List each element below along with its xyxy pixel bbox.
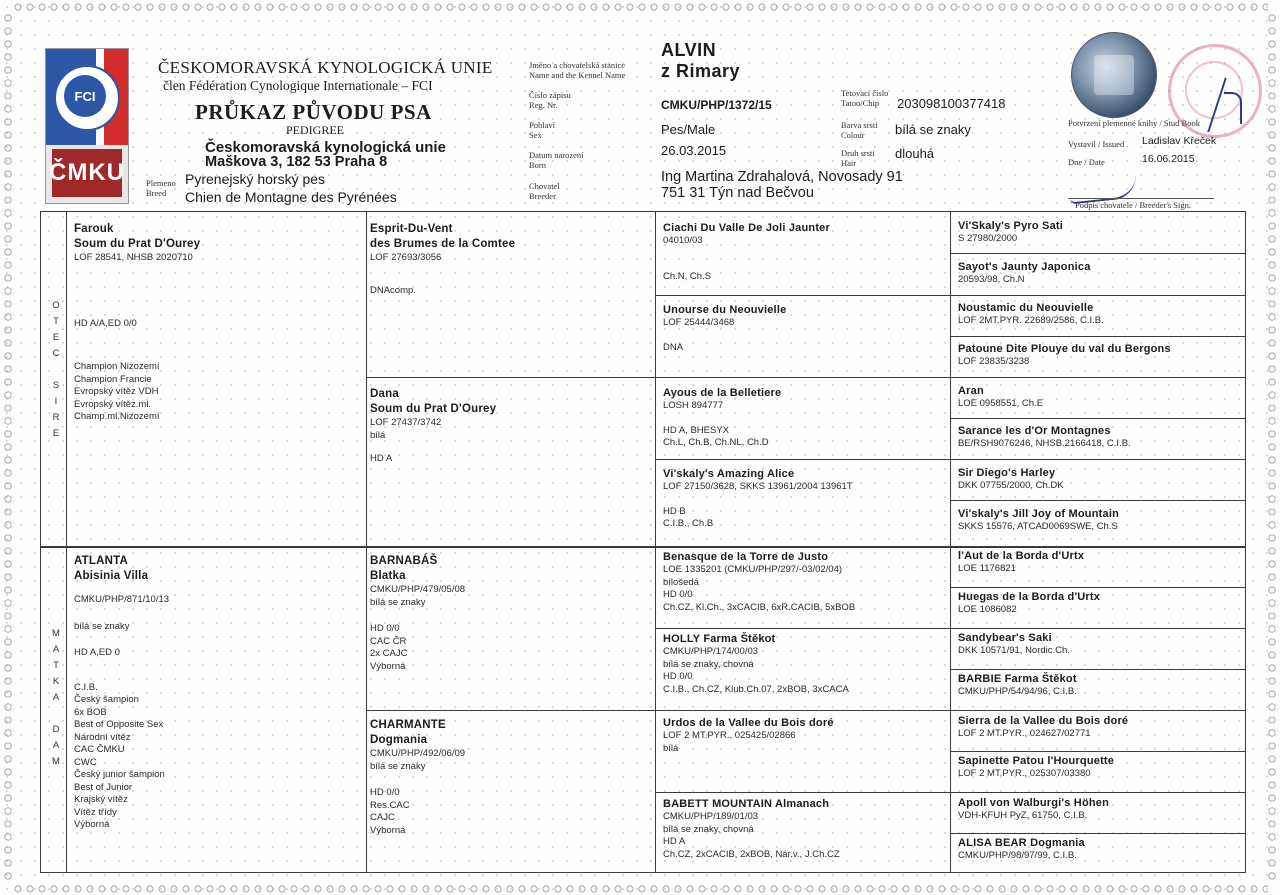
sire-side-letter-4: C bbox=[52, 348, 60, 359]
dam-dam-colour: bílá se znaky bbox=[370, 760, 426, 772]
dam-title-7: CWC bbox=[74, 756, 97, 768]
gen3-5-extra3: Ch.CZ, Kl.Ch., 3xCACIB, 6xR.CACIB, 5xBOB bbox=[663, 601, 856, 613]
gen3-1-name: Ciachi Du Valle De Joli Jaunter bbox=[663, 222, 830, 234]
sire-side-label bbox=[41, 298, 71, 442]
gen4-cell-16 bbox=[958, 837, 1241, 863]
gen4-cell-12 bbox=[958, 673, 1241, 699]
org-name: ČESKOMORAVSKÁ KYNOLOGICKÁ UNIE bbox=[158, 58, 493, 77]
dam-sire-colour: bílá se znaky bbox=[370, 596, 426, 608]
gen4-9-name: l'Aut de la Borda d'Urtx bbox=[958, 550, 1085, 562]
sire-title-4: Evropský vítěz.ml. bbox=[74, 398, 152, 410]
dam-side-letter-5: A bbox=[52, 692, 60, 703]
dam-sire-reg: CMKU/PHP/479/05/08 bbox=[370, 584, 466, 595]
gen3-3-extra1: HD A, BHESYX bbox=[663, 424, 729, 436]
gen4-10-name: Huegas de la Borda d'Urtx bbox=[958, 591, 1101, 603]
doc-title-en: PEDIGREE bbox=[286, 123, 344, 137]
border-bottom bbox=[12, 884, 1268, 894]
gen4-cell-11 bbox=[958, 632, 1241, 658]
sire-title-5: Champ.ml.Nizozemí bbox=[74, 411, 160, 422]
fci-cmku-logo bbox=[45, 48, 129, 204]
gen3-5-reg: LOE 1335201 (CMKU/PHP/297/-03/02/04) bbox=[663, 564, 843, 575]
hair-label-en: Hair bbox=[841, 158, 857, 168]
issued-label: Vystavil / Issued bbox=[1068, 139, 1125, 149]
dam-side-letter-9: M bbox=[52, 756, 60, 767]
gen4-cell-3 bbox=[958, 302, 1241, 328]
gen4-7-name: Sir Diego's Harley bbox=[958, 467, 1056, 479]
gen3-2-reg: LOF 25444/3468 bbox=[663, 317, 735, 328]
stud-book-label: Potvrzení plemenné knihy / Stud Book bbox=[1068, 118, 1200, 128]
tattoo-value: 203098100377418 bbox=[897, 96, 1006, 111]
dam-health: HD A,ED 0 bbox=[74, 647, 120, 658]
sire-side-letter-7: I bbox=[54, 396, 58, 407]
dam-side-letter-2: A bbox=[52, 644, 60, 655]
dam-title-5: Národní vítěz bbox=[74, 731, 131, 743]
dam-dam-title-1: Res.CAC bbox=[370, 799, 410, 811]
sire-cell bbox=[74, 222, 359, 424]
dam-title-3: 6x BOB bbox=[74, 706, 107, 718]
sire-name1: Farouk bbox=[74, 223, 114, 235]
sire-titles bbox=[74, 361, 359, 424]
hair-label: Druh srsti bbox=[841, 148, 875, 158]
dam-title-8: Český junior šampion bbox=[74, 769, 165, 780]
gen4-13-reg: LOF 2 MT.PYR., 024627/02771 bbox=[958, 728, 1091, 739]
dam-titles bbox=[74, 682, 359, 832]
gen3-cell-5 bbox=[663, 551, 945, 614]
sire-title-1: Champion Nizozemí bbox=[74, 361, 160, 372]
gen4-4-reg: LOF 23835/3238 bbox=[958, 356, 1030, 367]
dam-cell bbox=[74, 554, 359, 832]
dam-side-letter-3: T bbox=[53, 660, 59, 671]
gen4-2-name: Sayot's Jaunty Japonica bbox=[958, 261, 1091, 273]
issuer-name: Českomoravská kynologická unie bbox=[205, 139, 446, 156]
gen4-6-reg: BE/RSH9076246, NHSB.2166418, C.I.B. bbox=[958, 438, 1131, 449]
gen4-11-reg: DKK 10571/91, Nordic.Ch. bbox=[958, 645, 1070, 656]
dam-title-1: C.I.B. bbox=[74, 681, 98, 693]
sire-side-letter-5 bbox=[41, 362, 71, 378]
gen4-cell-2 bbox=[958, 261, 1241, 287]
gen3-7-name: Urdos de la Vallee du Bois doré bbox=[663, 717, 834, 729]
dam-dam-name2: Dogmania bbox=[370, 734, 428, 746]
gen3-7-extra1: bílá bbox=[663, 742, 679, 754]
sire-dam-cell bbox=[370, 387, 650, 466]
gen4-2-reg: 20593/98, Ch.N bbox=[958, 274, 1025, 285]
colour-value: bílá se znaky bbox=[895, 122, 971, 137]
sire-dam-reg: LOF 27437/3742 bbox=[370, 417, 442, 428]
gen4-cell-13 bbox=[958, 715, 1241, 741]
breed-label: Plemeno bbox=[146, 178, 176, 188]
dam-title-2: Český šampion bbox=[74, 694, 139, 705]
dam-dam-titles bbox=[370, 800, 650, 838]
dam-dam-title-2: CAJC bbox=[370, 812, 395, 823]
breed-fr: Chien de Montagne des Pyrénées bbox=[185, 189, 397, 205]
gen3-3-name: Ayous de la Belletiere bbox=[663, 387, 782, 399]
breeder-line1: Ing Martina Zdrahalová, Novosady 91 bbox=[661, 169, 903, 185]
gen4-1-reg: S 27980/2000 bbox=[958, 233, 1018, 244]
sire-side-letter-1: O bbox=[52, 300, 60, 311]
gen4-cell-5 bbox=[958, 385, 1241, 411]
sire-side-letter-2: T bbox=[53, 316, 59, 327]
border-left bbox=[2, 12, 14, 884]
name-label: Jméno a chovatelská stanice bbox=[529, 60, 626, 70]
sire-title-2: Champion Francie bbox=[74, 373, 152, 385]
gen3-8-reg: CMKU/PHP/189/01/03 bbox=[663, 811, 759, 822]
gen4-cell-15 bbox=[958, 797, 1241, 823]
gen3-5-extra1: bílošedá bbox=[663, 576, 699, 588]
breed-cz: Pyrenejský horský pes bbox=[185, 171, 326, 187]
reg-number: CMKU/PHP/1372/15 bbox=[661, 98, 772, 112]
gen4-15-reg: VDH-KFUH PyZ, 61750, C.I.B. bbox=[958, 810, 1088, 821]
gen4-cell-10 bbox=[958, 591, 1241, 617]
sex-label-en: Sex bbox=[529, 130, 542, 140]
gen4-cell-9 bbox=[958, 550, 1241, 576]
org-member: člen Fédération Cynologique Internationale – FCI bbox=[163, 78, 433, 93]
gen4-16-reg: CMKU/PHP/98/97/99, C.I.B. bbox=[958, 850, 1077, 861]
gen3-8-extra3: Ch.CZ, 2xCACIB, 2xBOB, Nár.v., J.Ch.CZ bbox=[663, 848, 840, 860]
gen3-6-extra2: HD 0/0 bbox=[663, 671, 693, 682]
dam-dam-cell bbox=[370, 718, 650, 837]
gen4-cell-1 bbox=[958, 220, 1241, 246]
dam-side-letter-8: A bbox=[52, 740, 60, 751]
gen4-cell-14 bbox=[958, 755, 1241, 781]
sire-side-letter-8: R bbox=[52, 412, 60, 423]
gen4-12-name: BARBIE Farma Štěkot bbox=[958, 673, 1077, 685]
born-label-en: Born bbox=[529, 160, 546, 170]
gen3-cell-3 bbox=[663, 387, 945, 450]
sire-sire-name1: Esprit-Du-Vent bbox=[370, 223, 453, 235]
dam-dam-name1: CHARMANTE bbox=[370, 719, 446, 731]
sire-dam-colour: bílá bbox=[370, 429, 386, 441]
gen3-8-extra2: HD A bbox=[663, 836, 686, 847]
gen3-4-extra1: HD B bbox=[663, 505, 686, 517]
gen3-6-reg: CMKU/PHP/174/00/03 bbox=[663, 646, 759, 657]
gen4-8-reg: SKKS 15576, ATCAD0069SWE, Ch.S bbox=[958, 521, 1118, 532]
gen3-5-extra2: HD 0/0 bbox=[663, 589, 693, 600]
gen4-9-reg: LOE 1176821 bbox=[958, 563, 1016, 574]
colour-label-en: Colour bbox=[841, 130, 865, 140]
tattoo-label-en: Tatoo/Chip bbox=[841, 98, 880, 108]
gen4-cell-7 bbox=[958, 467, 1241, 493]
gen3-3-reg: LOSH 894777 bbox=[663, 400, 724, 411]
gen3-4-name: Vi'skaly's Amazing Alice bbox=[663, 468, 795, 480]
gen4-11-name: Sandybear's Saki bbox=[958, 632, 1052, 644]
sire-name2: Soum du Prat D'Ourey bbox=[74, 238, 201, 250]
dam-dam-health: HD 0/0 bbox=[370, 787, 400, 798]
gen4-5-reg: LOE 0958551, Ch.E bbox=[958, 398, 1044, 409]
gen3-cell-7 bbox=[663, 717, 945, 755]
sire-reg: LOF 28541, NHSB 2020710 bbox=[74, 252, 193, 263]
gen3-1-extra: Ch.N, Ch.S bbox=[663, 270, 712, 282]
dam-side-letter-1: M bbox=[52, 628, 60, 639]
gen3-3-extra2: Ch.L, Ch.B, Ch.NL, Ch.D bbox=[663, 437, 769, 448]
dam-sire-title-1: CAC ČR bbox=[370, 635, 407, 647]
sire-sire-cell bbox=[370, 222, 650, 297]
reg-label: Číslo zápisu bbox=[529, 90, 571, 100]
sex-value: Pes/Male bbox=[661, 122, 716, 137]
sire-title-3: Evropský vítěz VDH bbox=[74, 386, 159, 397]
gen4-cell-6 bbox=[958, 425, 1241, 451]
dam-name1: ATLANTA bbox=[74, 555, 128, 567]
border-top bbox=[12, 2, 1268, 12]
born-value: 26.03.2015 bbox=[661, 143, 727, 158]
dam-dam-title-3: Výborná bbox=[370, 824, 406, 836]
sire-health: HD A/A,ED 0/0 bbox=[74, 317, 137, 329]
dam-sire-cell bbox=[370, 554, 650, 673]
gen4-14-reg: LOF 2 MT.PYR., 025307/03380 bbox=[958, 768, 1091, 779]
breeder-line2: 751 31 Týn nad Bečvou bbox=[661, 185, 814, 201]
dog-kennel-name: z Rimary bbox=[661, 61, 741, 81]
gen4-cell-8 bbox=[958, 508, 1241, 534]
gen4-15-name: Apoll von Walburgi's Höhen bbox=[958, 797, 1110, 809]
gen4-7-reg: DKK 07755/2000, Ch.DK bbox=[958, 480, 1064, 491]
sire-side-letter-9: E bbox=[52, 428, 60, 439]
dam-sire-name1: BARNABÁŠ bbox=[370, 555, 438, 567]
dam-title-6: CAC ČMKU bbox=[74, 744, 125, 755]
dam-side-letter-6 bbox=[41, 706, 71, 722]
cmku-logo-text: ČMKU bbox=[52, 149, 122, 197]
sire-side-letter-6: S bbox=[52, 380, 60, 391]
dam-name2: Abisinia Villa bbox=[74, 570, 149, 582]
dam-side-label bbox=[41, 626, 71, 770]
colour-label: Barva srsti bbox=[841, 120, 878, 130]
hologram-seal bbox=[1071, 32, 1157, 118]
gen3-cell-1 bbox=[663, 222, 945, 283]
dam-title-10: Krajský vítěz bbox=[74, 794, 128, 805]
issued-by: Ladislav Křeček bbox=[1142, 135, 1217, 147]
sire-sire-note: DNAcomp. bbox=[370, 284, 416, 296]
breed-label-en: Breed bbox=[146, 188, 167, 198]
pedigree-table bbox=[40, 211, 1246, 873]
gen3-2-name: Unourse du Neouvielle bbox=[663, 304, 787, 316]
gen4-14-name: Sapinette Patou l'Hourquette bbox=[958, 755, 1115, 767]
hair-value: dlouhá bbox=[895, 146, 935, 161]
gen3-cell-4 bbox=[663, 468, 945, 531]
dam-sire-title-3: Výborná bbox=[370, 660, 406, 672]
dam-title-11: Vítěz třídy bbox=[74, 806, 117, 818]
dam-reg: CMKU/PHP/871/10/13 bbox=[74, 594, 170, 605]
sex-label: Pohlaví bbox=[529, 120, 555, 130]
gen4-5-name: Aran bbox=[958, 385, 984, 397]
gen4-10-reg: LOE 1086082 bbox=[958, 604, 1017, 615]
gen3-6-extra3: C.I.B., Ch.CZ, Klub.Ch.07, 2xBOB, 3xCACA bbox=[663, 683, 849, 695]
fci-logo-text: FCI bbox=[64, 75, 106, 117]
gen3-4-extra2: C.I.B., Ch.B bbox=[663, 518, 714, 529]
gen3-cell-6 bbox=[663, 633, 945, 696]
dam-title-4: Best of Opposite Sex bbox=[74, 719, 164, 730]
dam-sire-name2: Blatka bbox=[370, 570, 406, 582]
gen3-cell-2 bbox=[663, 304, 945, 354]
gen3-7-reg: LOF 2 MT.PYR., 025425/02866 bbox=[663, 730, 796, 741]
gen4-4-name: Patoune Dite Plouye du val du Bergons bbox=[958, 343, 1171, 355]
sire-dam-health: HD A bbox=[370, 453, 393, 464]
sire-dam-name2: Soum du Prat D'Ourey bbox=[370, 403, 497, 415]
dam-side-letter-4: K bbox=[52, 676, 60, 687]
gen4-16-name: ALISA BEAR Dogmania bbox=[958, 837, 1085, 849]
gen4-12-reg: CMKU/PHP/54/94/96, C.I.B. bbox=[958, 686, 1077, 697]
gen4-6-name: Sarance les d'Or Montagnes bbox=[958, 425, 1111, 437]
gen3-8-name: BABETT MOUNTAIN Almanach bbox=[663, 798, 830, 810]
tattoo-label: Tetovací číslo bbox=[841, 88, 889, 98]
breeder-sign-label: Podpis chovatele / Breeder's Sign. bbox=[1075, 200, 1192, 210]
dam-sire-title-2: 2x CAJC bbox=[370, 648, 408, 659]
sire-dam-name1: Dana bbox=[370, 388, 399, 400]
breeder-label-en: Breeder bbox=[529, 191, 556, 201]
sire-side-letter-3: E bbox=[52, 332, 60, 343]
born-label: Datum narození bbox=[529, 150, 584, 160]
doc-title: PRŮKAZ PŮVODU PSA bbox=[195, 100, 432, 124]
gen3-1-reg: 04010/03 bbox=[663, 235, 703, 246]
gen3-8-extra1: bílá se znaky, chovná bbox=[663, 823, 754, 835]
gen3-4-reg: LOF 27150/3628, SKKS 13961/2004 13961T bbox=[663, 481, 853, 492]
border-right bbox=[1266, 12, 1278, 884]
gen4-8-name: Vi'skaly's Jill Joy of Mountain bbox=[958, 508, 1119, 520]
breeder-label: Chovatel bbox=[529, 181, 560, 191]
gen3-2-extra: DNA bbox=[663, 341, 684, 353]
dog-name: ALVIN bbox=[661, 40, 717, 60]
gen3-cell-8 bbox=[663, 798, 945, 861]
gen3-6-name: HOLLY Farma Štěkot bbox=[663, 633, 776, 645]
gen4-3-name: Noustamic du Neouvielle bbox=[958, 302, 1094, 314]
dam-dam-reg: CMKU/PHP/492/06/09 bbox=[370, 748, 466, 759]
dam-sire-titles bbox=[370, 636, 650, 674]
dam-colour: bílá se znaky bbox=[74, 620, 130, 632]
sire-sire-name2: des Brumes de la Comtee bbox=[370, 238, 516, 250]
dam-title-12: Výborná bbox=[74, 819, 110, 830]
dam-sire-health: HD 0/0 bbox=[370, 623, 400, 634]
reg-label-en: Reg. Nr. bbox=[529, 100, 558, 110]
dam-side-letter-7: D bbox=[52, 724, 60, 735]
date-label: Dne / Date bbox=[1068, 157, 1105, 167]
gen3-5-name: Benasque de la Torre de Justo bbox=[663, 551, 829, 563]
issuer-address: Maškova 3, 182 53 Praha 8 bbox=[205, 154, 388, 170]
dam-title-9: Best of Junior bbox=[74, 781, 133, 793]
gen4-13-name: Sierra de la Vallee du Bois doré bbox=[958, 715, 1129, 727]
gen4-1-name: Vi'Skaly's Pyro Sati bbox=[958, 220, 1064, 232]
issue-date: 16.06.2015 bbox=[1142, 153, 1195, 165]
name-label-en: Name and the Kennel Name bbox=[529, 70, 626, 80]
gen4-cell-4 bbox=[958, 343, 1241, 369]
sire-sire-reg: LOF 27693/3056 bbox=[370, 252, 442, 263]
gen3-6-extra1: bílá se znaky, chovná bbox=[663, 658, 754, 670]
gen4-3-reg: LOF 2MT.PYR. 22689/2586, C.I.B. bbox=[958, 315, 1104, 326]
